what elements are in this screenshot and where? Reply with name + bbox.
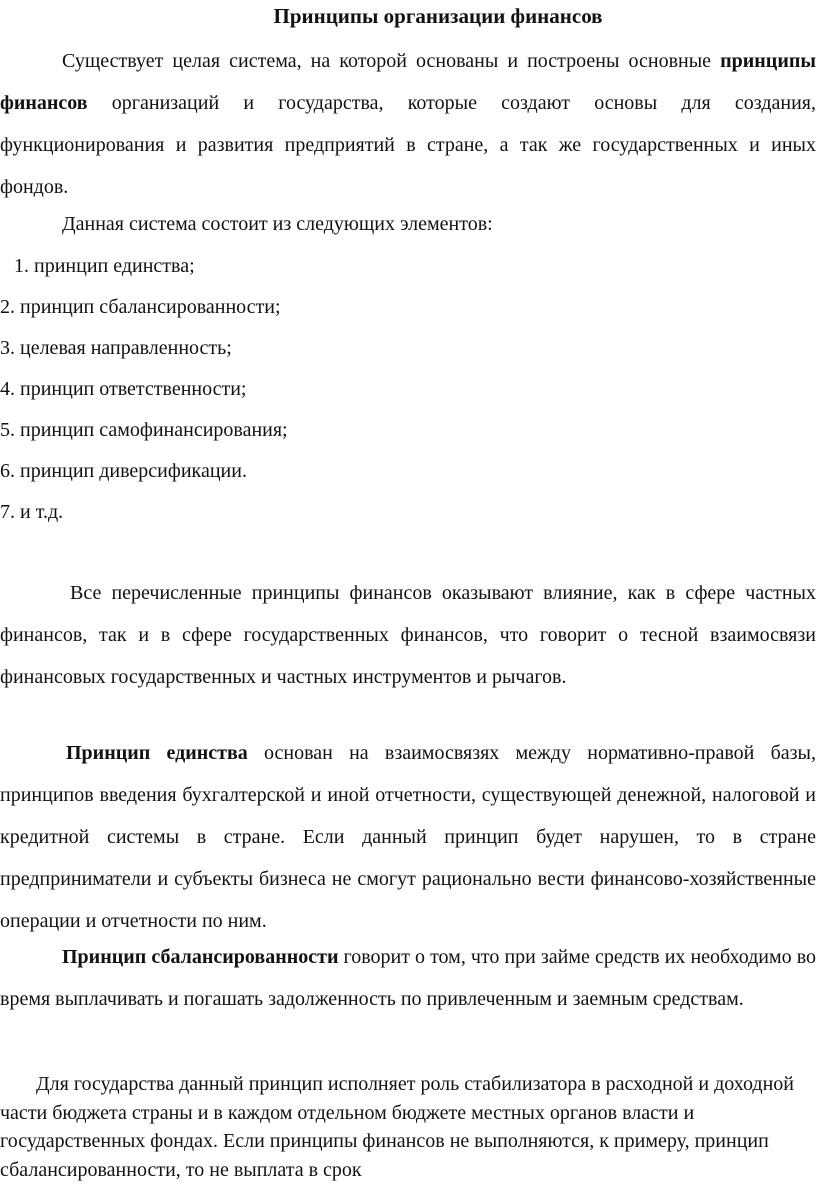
unity-paragraph (0, 732, 816, 942)
balance-paragraph (0, 936, 816, 1020)
influence-paragraph (0, 572, 816, 698)
list-item: 1. принцип единства; (14, 255, 195, 277)
unity-heading: Принцип единства (66, 742, 248, 764)
elements-list (0, 246, 816, 533)
list-item: 7. и т.д. (0, 501, 64, 523)
page-title: Принципы организации финансов (273, 4, 603, 28)
influence-text: Все перечисленные принципы финансов оказывают влияние, как в сфере частных финансов, так и в сфере государственных финансов, что говорит о тесной взаимосвязи финансовых государственных и частных инструментов и рычагов. (0, 582, 816, 688)
intro-bold-term: принципы финансов (0, 50, 816, 114)
list-item: 6. принцип диверсификации. (0, 460, 247, 482)
list-item: 4. принцип ответственности; (0, 378, 247, 400)
list-item: 3. целевая направленность; (0, 337, 232, 359)
intro-paragraph (0, 40, 816, 208)
system-intro-paragraph: Данная система состоит из следующих элементов: (62, 213, 493, 235)
unity-text: основан на взаимосвязях между нормативно-правой базы, принципов введения бухгалтерской и иной отчетности, существующей денежной, налоговой и кредитной системы в стране. Если данный принцип будет нарушен, то в стране предприниматели и субъекты бизнеса не смогут рационально вести финансово-хозяйственные операции и отчетности по ним. (0, 742, 816, 932)
list-item: 2. принцип сбалансированности; (0, 296, 281, 318)
list-item: 5. принцип самофинансирования; (0, 419, 288, 441)
intro-text-before: Существует целая система, на которой основаны и построены основные (62, 50, 721, 72)
state-text: Для государства данный принцип исполняет роль стабилизатора в расходной и доходной части бюджета страны и в каждом отдельном бюджете местных органов власти и государственных фондах. Если принципы финансов не выполняются, к примеру, принцип сбалансированности, то не выплата в срок (0, 1073, 794, 1181)
intro-text-after: организаций и государства, которые создают основы для создания, функционирования и развития предприятий в стране, а так же государственных и иных фондов. (0, 92, 816, 198)
balance-heading: Принцип сбалансированности (62, 946, 339, 968)
state-paragraph (0, 1070, 816, 1184)
balance-text: говорит о том, что при займе средств их необходимо во время выплачивать и погашать задолженность по привлеченным и заемным средствам. (0, 946, 816, 1010)
